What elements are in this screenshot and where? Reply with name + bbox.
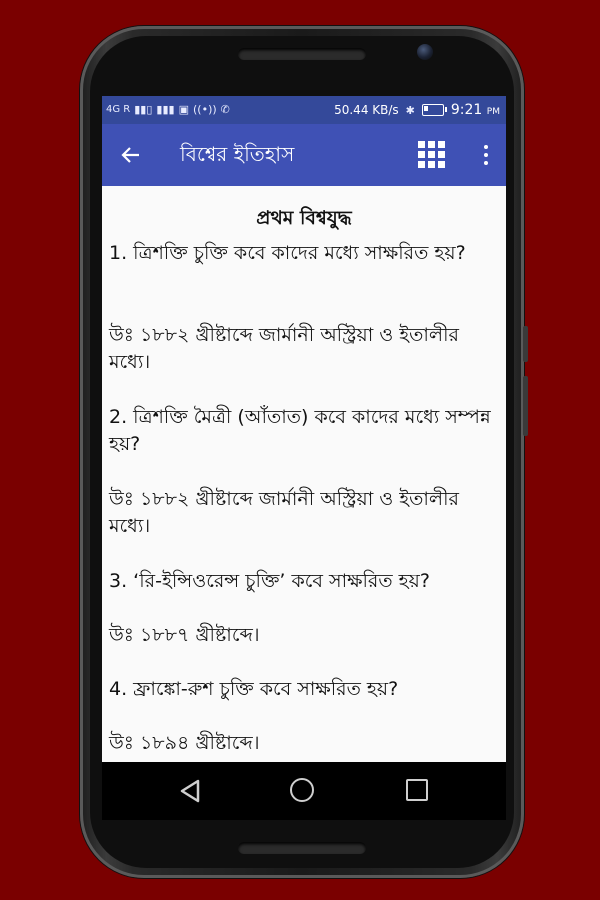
bluetooth-icon: ✱ [405,103,415,117]
system-nav-bar [102,762,506,820]
more-vert-icon[interactable] [478,142,494,170]
phone-screen [102,96,506,820]
status-left [106,103,230,116]
clock: 9:21 PM [450,102,500,118]
arrow-back-icon[interactable] [116,140,146,170]
answer-3: উঃ ১৮৮৭ খ্রীষ্টাব্দে। [109,624,260,646]
nav-back-icon[interactable] [178,779,202,803]
question-2: 2. ত্রিশক্তি মৈত্রী (আঁতাত) কবে কাদের মধ্যে সম্পন্ন হয়? [109,406,491,455]
toolbar-title: বিশ্বের ইতিহাস [180,142,295,166]
status-right [334,102,500,118]
answer-4: উঃ ১৮৯৪ খ্রীষ্টাব্দে। [109,732,260,754]
question-3: 3. ‘রি-ইন্সিওরেন্স চুক্তি’ কবে সাক্ষরিত হয়? [109,570,430,592]
signal-icon: ▮▮▯ [134,103,153,116]
network-type: 4G R [106,104,131,115]
signal-icon: ▮▮▮ [156,103,175,116]
nav-home-icon[interactable] [290,778,314,802]
status-bar [102,96,506,124]
phone-wifi-icon: ✆ [220,103,230,116]
article-heading: প্রথম বিশ্বযুদ্ধ [256,207,352,229]
volume-button [523,326,528,362]
apps-grid-icon[interactable] [418,141,446,169]
battery-icon [422,104,444,116]
question-4: 4. ফ্রাঙ্কো-রুশ চুক্তি কবে সাক্ষরিত হয়? [109,678,399,700]
answer-2: উঃ ১৮৮২ খ্রীষ্টাব্দে জার্মানী অস্ট্রিয়া ও ইতালীর মধ্যে। [109,488,459,537]
image-icon: ▣ [178,103,189,116]
front-camera [417,44,433,60]
hotspot-icon: ((•)) [193,103,217,116]
top-speaker [238,48,366,60]
bottom-speaker [238,842,366,854]
app-toolbar [102,124,506,186]
nav-recents-icon[interactable] [406,779,428,801]
question-1: 1. ত্রিশক্তি চুক্তি কবে কাদের মধ্যে সাক্ষরিত হয়? [109,242,466,264]
answer-1: উঃ ১৮৮২ খ্রীষ্টাব্দে জার্মানী অস্ট্রিয়া ও ইতালীর মধ্যে। [109,324,459,373]
power-button [523,376,528,436]
article-content [102,186,506,762]
network-speed: 50.44 KB/s [334,103,399,117]
